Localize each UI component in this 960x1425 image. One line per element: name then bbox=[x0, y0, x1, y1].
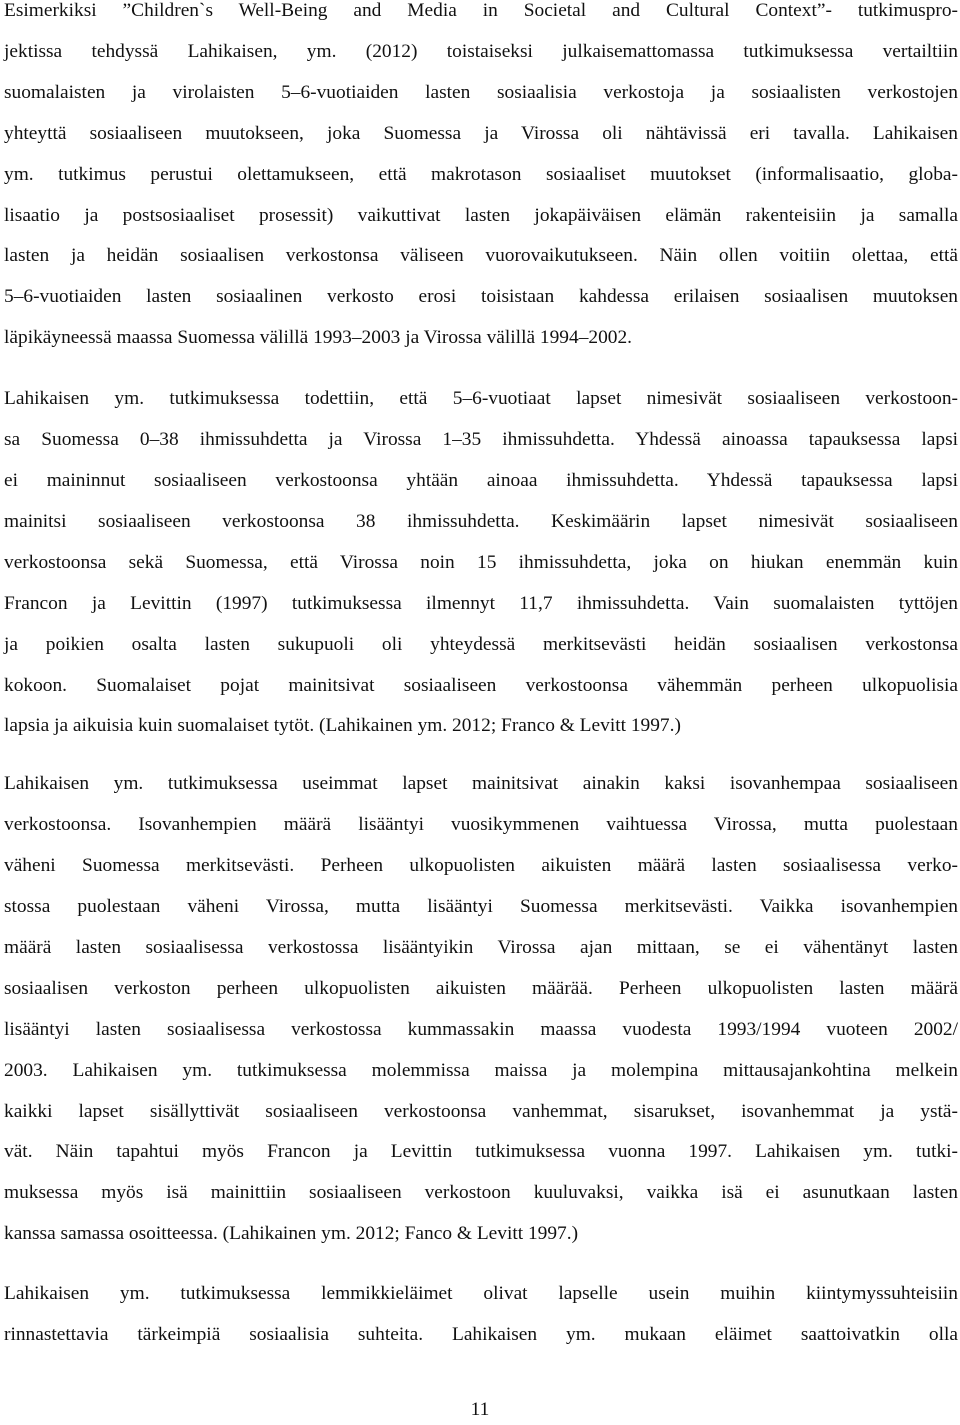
text-line: verkostoonsa sekä Suomessa, että Virossa noin 15 ihmissuhdetta, joka on hiukan enemmän kuin bbox=[4, 551, 958, 573]
text-line: Esimerkiksi ”Children`s Well-Being and Media in Societal and Cultural Context”- tutkimuspro- bbox=[4, 0, 958, 21]
text-line: rinnastettavia tärkeimpiä sosiaalisia suhteita. Lahikaisen ym. mukaan eläimet saattoivatkin olla bbox=[4, 1324, 958, 1346]
text-line: Lahikaisen ym. tutkimuksessa useimmat lapset mainitsivat ainakin kaksi isovanhempaa sosiaaliseen bbox=[4, 773, 958, 795]
text-line: verkostoonsa. Isovanhempien määrä lisääntyi vuosikymmenen vaihtuessa Virossa, mutta puolestaan bbox=[4, 814, 958, 836]
text-line: kokoon. Suomalaiset pojat mainitsivat sosiaaliseen verkostoonsa vähemmän perheen ulkopuolisia bbox=[4, 674, 958, 696]
text-line: kanssa samassa osoitteessa. (Lahikainen ym. 2012; Fanco & Levitt 1997.) bbox=[4, 1223, 579, 1245]
paragraph bbox=[4, 379, 958, 747]
text-line: määrä lasten sosiaalisessa verkostossa lisääntyikin Virossa ajan mittaan, se ei vähentänyt lasten bbox=[4, 936, 958, 958]
text-line: Lahikaisen ym. tutkimuksessa todettiin, että 5–6-vuotiaat lapset nimesivät sosiaaliseen verkostoon- bbox=[4, 388, 958, 410]
text-line: ym. tutkimus perustui olettamukseen, että makrotason sosiaaliset muutokset (informalisaatio, globa- bbox=[4, 163, 958, 185]
text-line: kaikki lapset sisällyttivät sosiaaliseen verkostoonsa vanhemmat, sisarukset, isovanhemmat ja ystä- bbox=[4, 1100, 958, 1122]
paragraph bbox=[4, 0, 958, 359]
text-line: yhteyttä sosiaaliseen muutokseen, joka Suomessa ja Virossa oli nähtävissä eri tavalla. Lahikaisen bbox=[4, 122, 958, 144]
text-line: 5–6-vuotiaiden lasten sosiaalinen verkosto erosi toisistaan kahdessa erilaisen sosiaalisen muutoksen bbox=[4, 286, 958, 308]
paragraph-spacer bbox=[4, 1255, 958, 1274]
text-line: väheni Suomessa merkitsevästi. Perheen ulkopuolisten aikuisten määrä lasten sosiaalisessa verko- bbox=[4, 855, 958, 877]
document-page bbox=[4, 0, 958, 1356]
paragraph bbox=[4, 764, 958, 1255]
text-line: suomalaisten ja virolaisten 5–6-vuotiaiden lasten sosiaalisia verkostoja ja sosiaalisten verkostojen bbox=[4, 81, 958, 103]
text-line: lisääntyi lasten sosiaalisessa verkostossa kummassakin maassa vuodesta 1993/1994 vuoteen 2002/ bbox=[4, 1018, 958, 1040]
text-line: muksessa myös isä mainittiin sosiaaliseen verkostoon kuuluvaksi, vaikka isä ei asunutkaan lasten bbox=[4, 1182, 958, 1204]
text-line: vät. Näin tapahtui myös Francon ja Levittin tutkimuksessa vuonna 1997. Lahikaisen ym. tutki- bbox=[4, 1141, 958, 1163]
text-line: 2003. Lahikaisen ym. tutkimuksessa molemmissa maissa ja molempina mittausajankohtina melkein bbox=[4, 1059, 958, 1081]
paragraph-spacer bbox=[4, 747, 958, 764]
text-line: ja poikien osalta lasten sukupuoli oli yhteydessä merkitsevästi heidän sosiaalisen verkostonsa bbox=[4, 633, 958, 655]
text-line: lapsia ja aikuisia kuin suomalaiset tytöt. (Lahikainen ym. 2012; Franco & Levitt 1997.) bbox=[4, 715, 681, 737]
text-line: sa Suomessa 0–38 ihmissuhdetta ja Virossa 1–35 ihmissuhdetta. Yhdessä ainoassa tapauksessa lapsi bbox=[4, 429, 958, 451]
paragraph bbox=[4, 1274, 958, 1356]
text-line: lasten ja heidän sosiaalisen verkostonsa väliseen vuorovaikutukseen. Näin ollen voitiin olettaa, että bbox=[4, 245, 958, 267]
text-line: lisaatio ja postsosiaaliset prosessit) vaikuttivat lasten jokapäiväisen elämän rakenteisiin ja samalla bbox=[4, 204, 958, 226]
text-line: sosiaalisen verkoston perheen ulkopuolisten aikuisten määrää. Perheen ulkopuolisten lasten määrä bbox=[4, 977, 958, 999]
text-line: mainitsi sosiaaliseen verkostoonsa 38 ihmissuhdetta. Keskimäärin lapset nimesivät sosiaaliseen bbox=[4, 510, 958, 532]
text-line: Lahikaisen ym. tutkimuksessa lemmikkieläimet olivat lapselle usein muihin kiintymyssuhteisiin bbox=[4, 1283, 958, 1305]
text-line: läpikäyneessä maassa Suomessa välillä 1993–2003 ja Virossa välillä 1994–2002. bbox=[4, 327, 633, 349]
text-line: ei maininnut sosiaaliseen verkostoonsa yhtään ainoaa ihmissuhdetta. Yhdessä tapauksessa lapsi bbox=[4, 469, 958, 491]
text-line: stossa puolestaan väheni Virossa, mutta lisääntyi Suomessa merkitsevästi. Vaikka isovanhempien bbox=[4, 896, 958, 918]
text-line: Francon ja Levittin (1997) tutkimuksessa ilmennyt 11,7 ihmissuhdetta. Vain suomalaisten tyttöjen bbox=[4, 592, 958, 614]
page-number: 11 bbox=[470, 1399, 490, 1420]
text-line: jektissa tehdyssä Lahikaisen, ym. (2012) toistaiseksi julkaisemattomassa tutkimuksessa vertailtiin bbox=[4, 40, 958, 62]
paragraph-spacer bbox=[4, 359, 958, 379]
